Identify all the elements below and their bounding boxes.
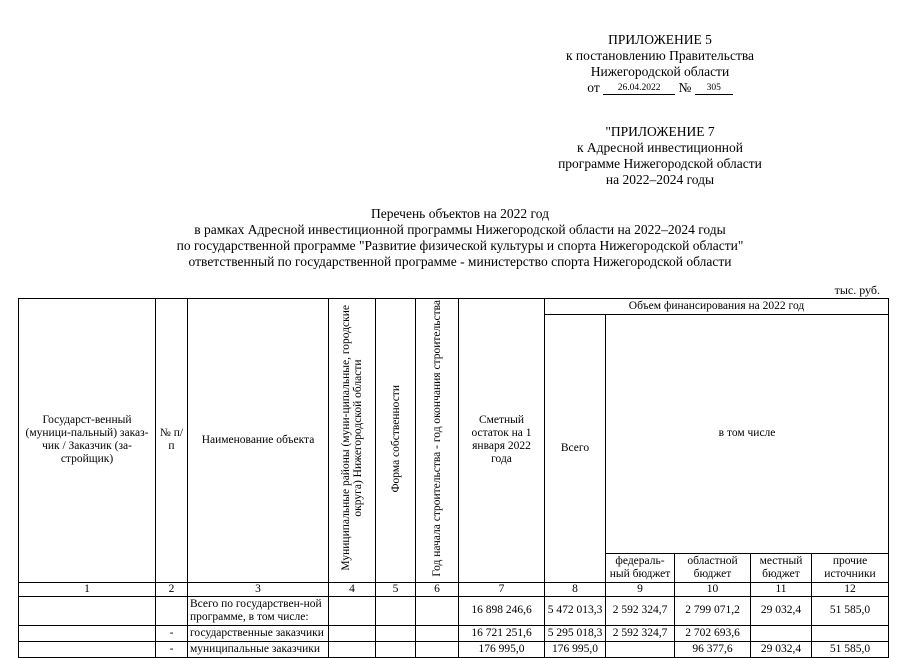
date-value: 26.04.2022 [617, 83, 661, 93]
cell-local [751, 625, 812, 641]
cell-federal [606, 641, 675, 657]
cell-name: Всего по государствен-ной программе, в том числе: [188, 596, 329, 625]
attachment7-block [520, 124, 800, 188]
date-field [603, 82, 675, 95]
objects-table [18, 298, 889, 658]
cell-ownership [376, 625, 416, 641]
cell-customer [19, 596, 156, 625]
header-customer: Государст-венный (муници-пальный) заказ-чик / Заказчик (за-стройщик) [19, 299, 156, 583]
header-local: местный бюджет [751, 553, 812, 582]
cell-federal: 2 592 324,7 [606, 625, 675, 641]
col-number: 9 [606, 582, 675, 596]
col-number: 10 [675, 582, 751, 596]
header-years: Год начала строительства - год окончания строительства [431, 300, 443, 577]
cell-num: - [156, 641, 188, 657]
cell-estimate: 16 721 251,6 [459, 625, 545, 641]
title-line2: в рамках Адресной инвестиционной программы Нижегородской области на 2022–2024 годы [194, 222, 726, 237]
cell-num: - [156, 625, 188, 641]
header-including: в том числе [606, 315, 889, 554]
col-number: 2 [156, 582, 188, 596]
attachment-line3: Нижегородской области [590, 64, 730, 79]
cell-ownership [376, 641, 416, 657]
cell-local: 29 032,4 [751, 641, 812, 657]
cell-ownership [376, 596, 416, 625]
col-number: 1 [19, 582, 156, 596]
cell-regional: 96 377,6 [675, 641, 751, 657]
unit-label: тыс. руб. [834, 283, 880, 297]
number-field [695, 82, 733, 95]
attachment7-line3: программе Нижегородской области [558, 156, 762, 171]
col-number: 12 [812, 582, 889, 596]
table-row [19, 596, 889, 625]
attachment7-title: "ПРИЛОЖЕНИЕ 7 [605, 124, 715, 139]
header-districts: Муниципальные районы (муни-ципальные, городские округа) Нижегородской области [340, 305, 364, 572]
cell-districts [329, 596, 376, 625]
col-number: 4 [329, 582, 376, 596]
col-number: 7 [459, 582, 545, 596]
col-number: 3 [188, 582, 329, 596]
header-financing: Объем финансирования на 2022 год [545, 299, 889, 315]
header-other: прочие источники [812, 553, 889, 582]
header-federal: федераль-ный бюджет [606, 553, 675, 582]
cell-estimate: 176 995,0 [459, 641, 545, 657]
attachment7-line4: на 2022–2024 годы [605, 172, 715, 187]
header-num: № п/п [156, 299, 188, 583]
document-title [60, 206, 860, 270]
col-number: 6 [416, 582, 459, 596]
title-line3: по государственной программе "Развитие физической культуры и спорта Нижегородской области" [176, 238, 744, 253]
attachment-block [530, 32, 790, 96]
number-value: 305 [706, 83, 721, 93]
cell-total: 176 995,0 [545, 641, 606, 657]
cell-years [416, 625, 459, 641]
attachment-title: ПРИЛОЖЕНИЕ 5 [608, 32, 712, 47]
cell-total: 5 472 013,3 [545, 596, 606, 625]
cell-estimate: 16 898 246,6 [459, 596, 545, 625]
cell-districts [329, 625, 376, 641]
title-line4: ответственный по государственной программе - министерство спорта Нижегородской области [188, 254, 732, 269]
cell-other: 51 585,0 [812, 596, 889, 625]
header-estimate: Сметный остаток на 1 января 2022 года [459, 299, 545, 583]
header-districts-cell [329, 299, 376, 583]
cell-num [156, 596, 188, 625]
cell-local: 29 032,4 [751, 596, 812, 625]
cell-years [416, 641, 459, 657]
table-row [19, 625, 889, 641]
cell-regional: 2 702 693,6 [675, 625, 751, 641]
attachment-date-line [530, 80, 790, 96]
cell-districts [329, 641, 376, 657]
number-label: № [678, 80, 692, 95]
from-label: от [587, 80, 600, 95]
header-ownership-cell [376, 299, 416, 583]
attachment-line2: к постановлению Правительства [565, 48, 755, 63]
cell-other [812, 625, 889, 641]
cell-other: 51 585,0 [812, 641, 889, 657]
col-number: 11 [751, 582, 812, 596]
header-regional: областной бюджет [675, 553, 751, 582]
col-number: 8 [545, 582, 606, 596]
cell-customer [19, 641, 156, 657]
header-object-name: Наименование объекта [188, 299, 329, 583]
table-row [19, 641, 889, 657]
header-total: Всего [545, 315, 606, 583]
cell-years [416, 596, 459, 625]
cell-regional: 2 799 071,2 [675, 596, 751, 625]
title-line1: Перечень объектов на 2022 год [371, 206, 549, 221]
header-row-1 [19, 299, 889, 315]
cell-name: муниципальные заказчики [188, 641, 329, 657]
col-number: 5 [376, 582, 416, 596]
cell-federal: 2 592 324,7 [606, 596, 675, 625]
header-years-cell [416, 299, 459, 583]
attachment7-line2: к Адресной инвестиционной [576, 140, 743, 155]
cell-customer [19, 625, 156, 641]
cell-total: 5 295 018,3 [545, 625, 606, 641]
column-number-row [19, 582, 889, 596]
header-ownership: Форма собственности [389, 384, 402, 493]
cell-name: государственные заказчики [188, 625, 329, 641]
